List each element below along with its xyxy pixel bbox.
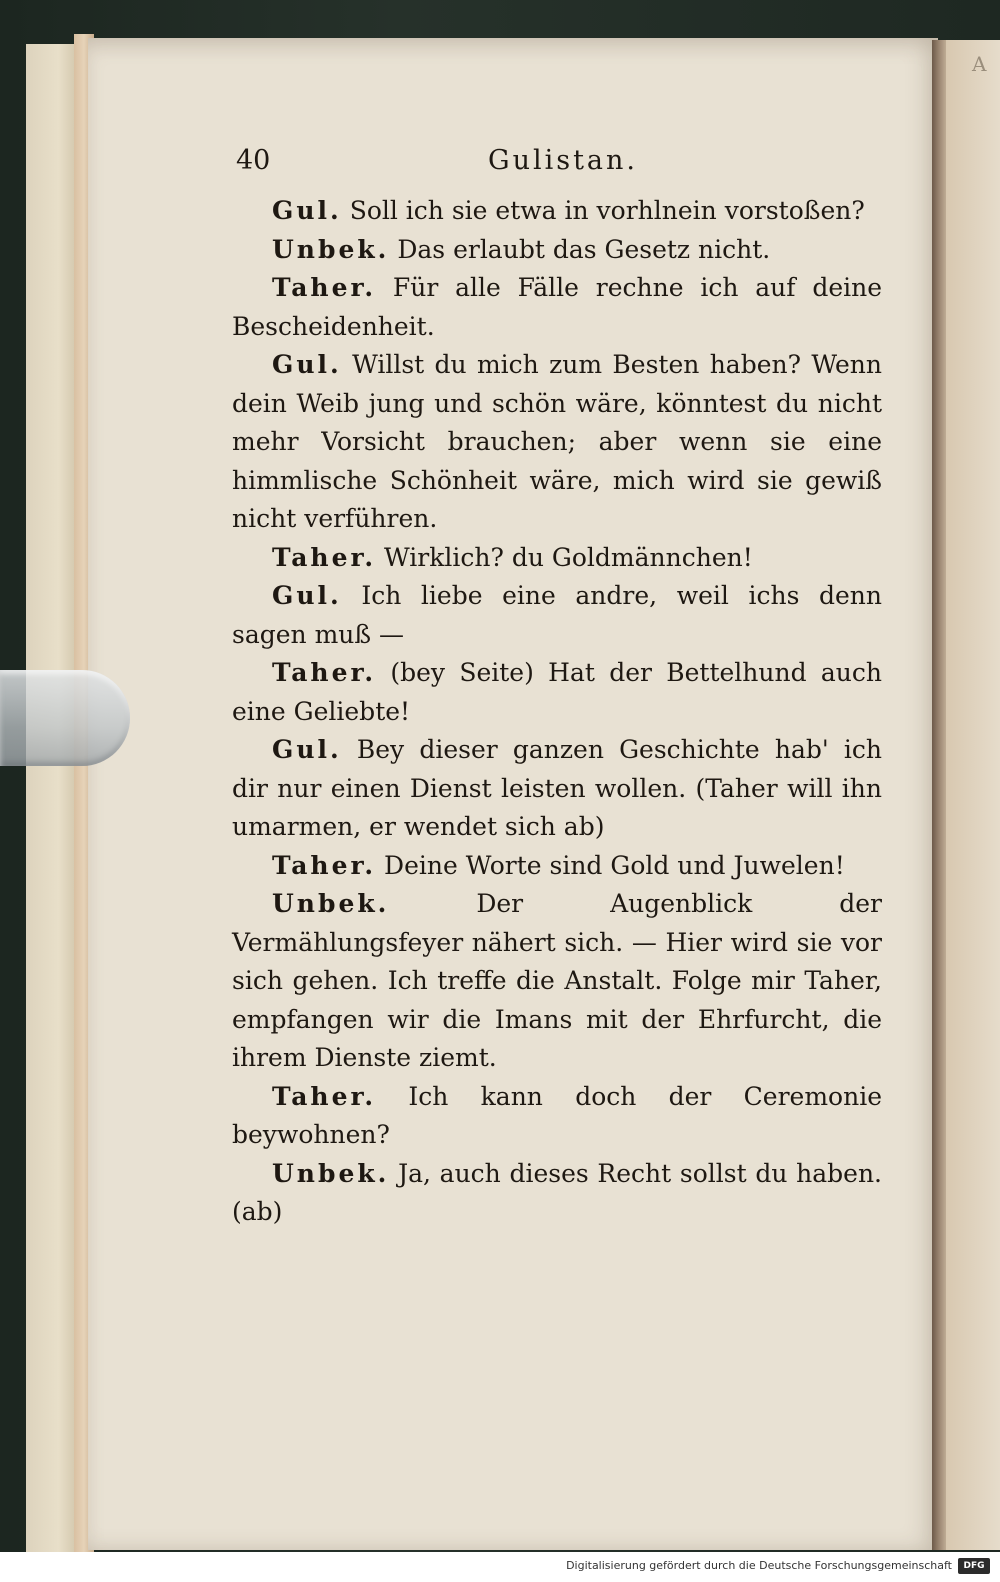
speaker-name: Unbek. (272, 234, 390, 264)
footer-credit: Digitalisierung gefördert durch die Deutsche Forschungsgemeinschaft (566, 1559, 952, 1572)
dialogue-text: Für alle Fälle rechne ich auf deine Bescheidenheit. (232, 273, 883, 341)
dialogue-text: Wirklich? du Goldmännchen! (384, 542, 753, 572)
left-page-fold (26, 44, 80, 1554)
speaker-name: Unbek. (272, 1158, 390, 1188)
speaker-name: Taher. (272, 273, 377, 302)
dialogue-line (232, 885, 882, 1078)
dialogue-text: Bey dieser ganzen Geschichte hab' ich dir nur einen Dienst leisten wollen. (Taher will ihn umarmen, er wendet sich ab) (232, 735, 882, 841)
running-head (232, 138, 882, 192)
next-page-edge (946, 40, 1000, 1550)
dialogue-line (232, 654, 882, 731)
dfg-logo-text: DFG (963, 1561, 985, 1571)
speaker-name: Gul. (272, 196, 342, 225)
dialogue-line (232, 346, 882, 539)
speaker-name: Taher. (272, 658, 377, 687)
dialogue-text: Ich liebe eine andre, weil ichs denn sagen muß — (232, 581, 882, 649)
next-page-letter: A (972, 52, 987, 76)
speaker-name: Taher. (272, 850, 377, 880)
dialogue-line (232, 192, 882, 231)
dialogue-text: Willst du mich zum Besten haben? Wenn dein Weib jung und schön wäre, könntest du nicht mehr Vorsicht brauchen; aber wenn sie eine himmlische Schönheit wäre, mich wird sie gewiß nicht verführen. (232, 350, 882, 533)
dialogue-text: (bey Seite) Hat der Bettelhund auch eine Geliebte! (232, 658, 882, 726)
dialogue-line (232, 1155, 882, 1232)
page-text (232, 138, 882, 1232)
dfg-logo (958, 1558, 990, 1574)
dialogue-line (232, 231, 882, 270)
dialogue-line (232, 1078, 882, 1155)
dialogue-text: Der Augenblick der Vermählungsfeyer nähert sich. — Hier wird sie vor sich gehen. Ich treffe die Anstalt. Folge mir Taher, empfangen wir die Imans mit der Ehrfurcht, die ihrem Dienste ziemt. (232, 889, 882, 1072)
dialogue-text: Soll ich sie etwa in vorhlnein vorstoßen? (349, 196, 865, 225)
dialogue-text: Das erlaubt das Gesetz nicht. (397, 234, 771, 264)
running-title: Gulistan. (488, 145, 639, 176)
dialogue-line (232, 269, 882, 346)
glass-clip-icon (0, 670, 130, 766)
speaker-name: Gul. (272, 350, 342, 379)
speaker-name: Gul. (272, 735, 342, 764)
speaker-name: Taher. (272, 1081, 377, 1111)
dialogue-text: Ja, auch dieses Recht sollst du haben. (ab) (232, 1158, 882, 1226)
footer-bar (0, 1552, 1000, 1582)
dialogue-line (232, 731, 882, 847)
page-number: 40 (236, 145, 271, 176)
speaker-name: Taher. (272, 542, 377, 572)
dialogue-line (232, 577, 882, 654)
dialogue-line (232, 847, 882, 886)
dialogue-text: Deine Worte sind Gold und Juwelen! (384, 850, 845, 880)
dialogue-line (232, 539, 882, 578)
speaker-name: Gul. (272, 581, 342, 610)
dialogue-text: Ich kann doch der Ceremonie beywohnen? (232, 1081, 882, 1149)
speaker-name: Unbek. (272, 889, 390, 918)
